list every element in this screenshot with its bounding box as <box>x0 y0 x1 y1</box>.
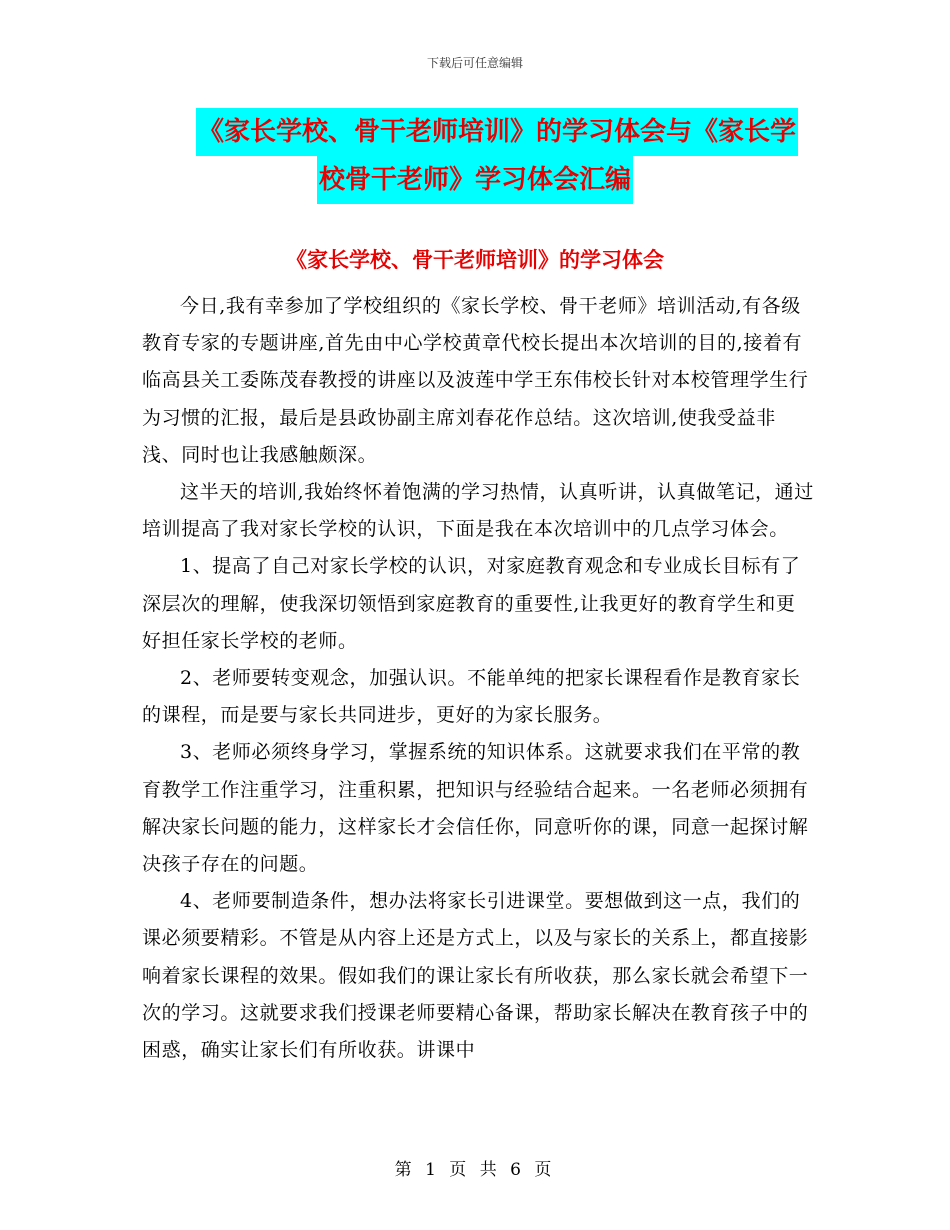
paragraph-2: 这半天的培训,我始终怀着饱满的学习热情，认真听讲，认真做笔记，通过培训提高了我对家长学校的认识，下面是我在本次培训中的几点学习体会。 <box>142 481 814 541</box>
page-footer: 第 1 页 共 6 页 <box>394 1160 556 1180</box>
document-title-line-1: 《家长学校、骨干老师培训》的学习体会与《家长学 <box>196 108 798 156</box>
body-text <box>142 288 814 1069</box>
paragraph-5: 3、老师必须终身学习，掌握系统的知识体系。这就要求我们在平常的教育教学工作注重学习，注重积累，把知识与经验结合起来。一名老师必须拥有解决家长问题的能力，这样家长才会信任你，同意听你的课，同意一起探讨解决孩子存在的问题。 <box>142 741 809 876</box>
document-title-line-2: 校骨干老师》学习体会汇编 <box>317 156 633 204</box>
paragraph-6: 4、老师要制造条件，想办法将家长引进课堂。要想做到这一点，我们的课必须要精彩。不管是从内容上还是方式上，以及与家长的关系上，都直接影响着家长课程的效果。假如我们的课让家长有所收获，那么家长就会希望下一次的学习。这就要求我们授课老师要精心备课，帮助家长解决在教育孩子中的困惑，确实让家长们有所收获。讲课中 <box>142 890 809 1062</box>
section-title: 《家长学校、骨干老师培训》的学习体会 <box>286 248 664 272</box>
document-title <box>0 108 950 204</box>
header-note: 下载后可任意编辑 <box>426 56 523 70</box>
paragraph-1: 今日,我有幸参加了学校组织的《家长学校、骨干老师》培训活动,有各级教育专家的专题讲座,首先由中心学校黄章代校长提出本次培训的目的,接着有临高县关工委陈茂春教授的讲座以及波莲中学王东伟校长针对本校管理学生行为习惯的汇报，最后是县政协副主席刘春花作总结。这次培训,使我受益非浅、同时也让我感触颇深。 <box>142 295 809 466</box>
paragraph-3: 1、提高了自己对家长学校的认识，对家庭教育观念和专业成长目标有了深层次的理解，使我深切领悟到家庭教育的重要性,让我更好的教育学生和更好担任家长学校的老师。 <box>142 555 801 652</box>
paragraph-4: 2、老师要转变观念，加强认识。不能单纯的把家长课程看作是教育家长的课程，而是要与家长共同进步，更好的为家长服务。 <box>142 667 801 727</box>
